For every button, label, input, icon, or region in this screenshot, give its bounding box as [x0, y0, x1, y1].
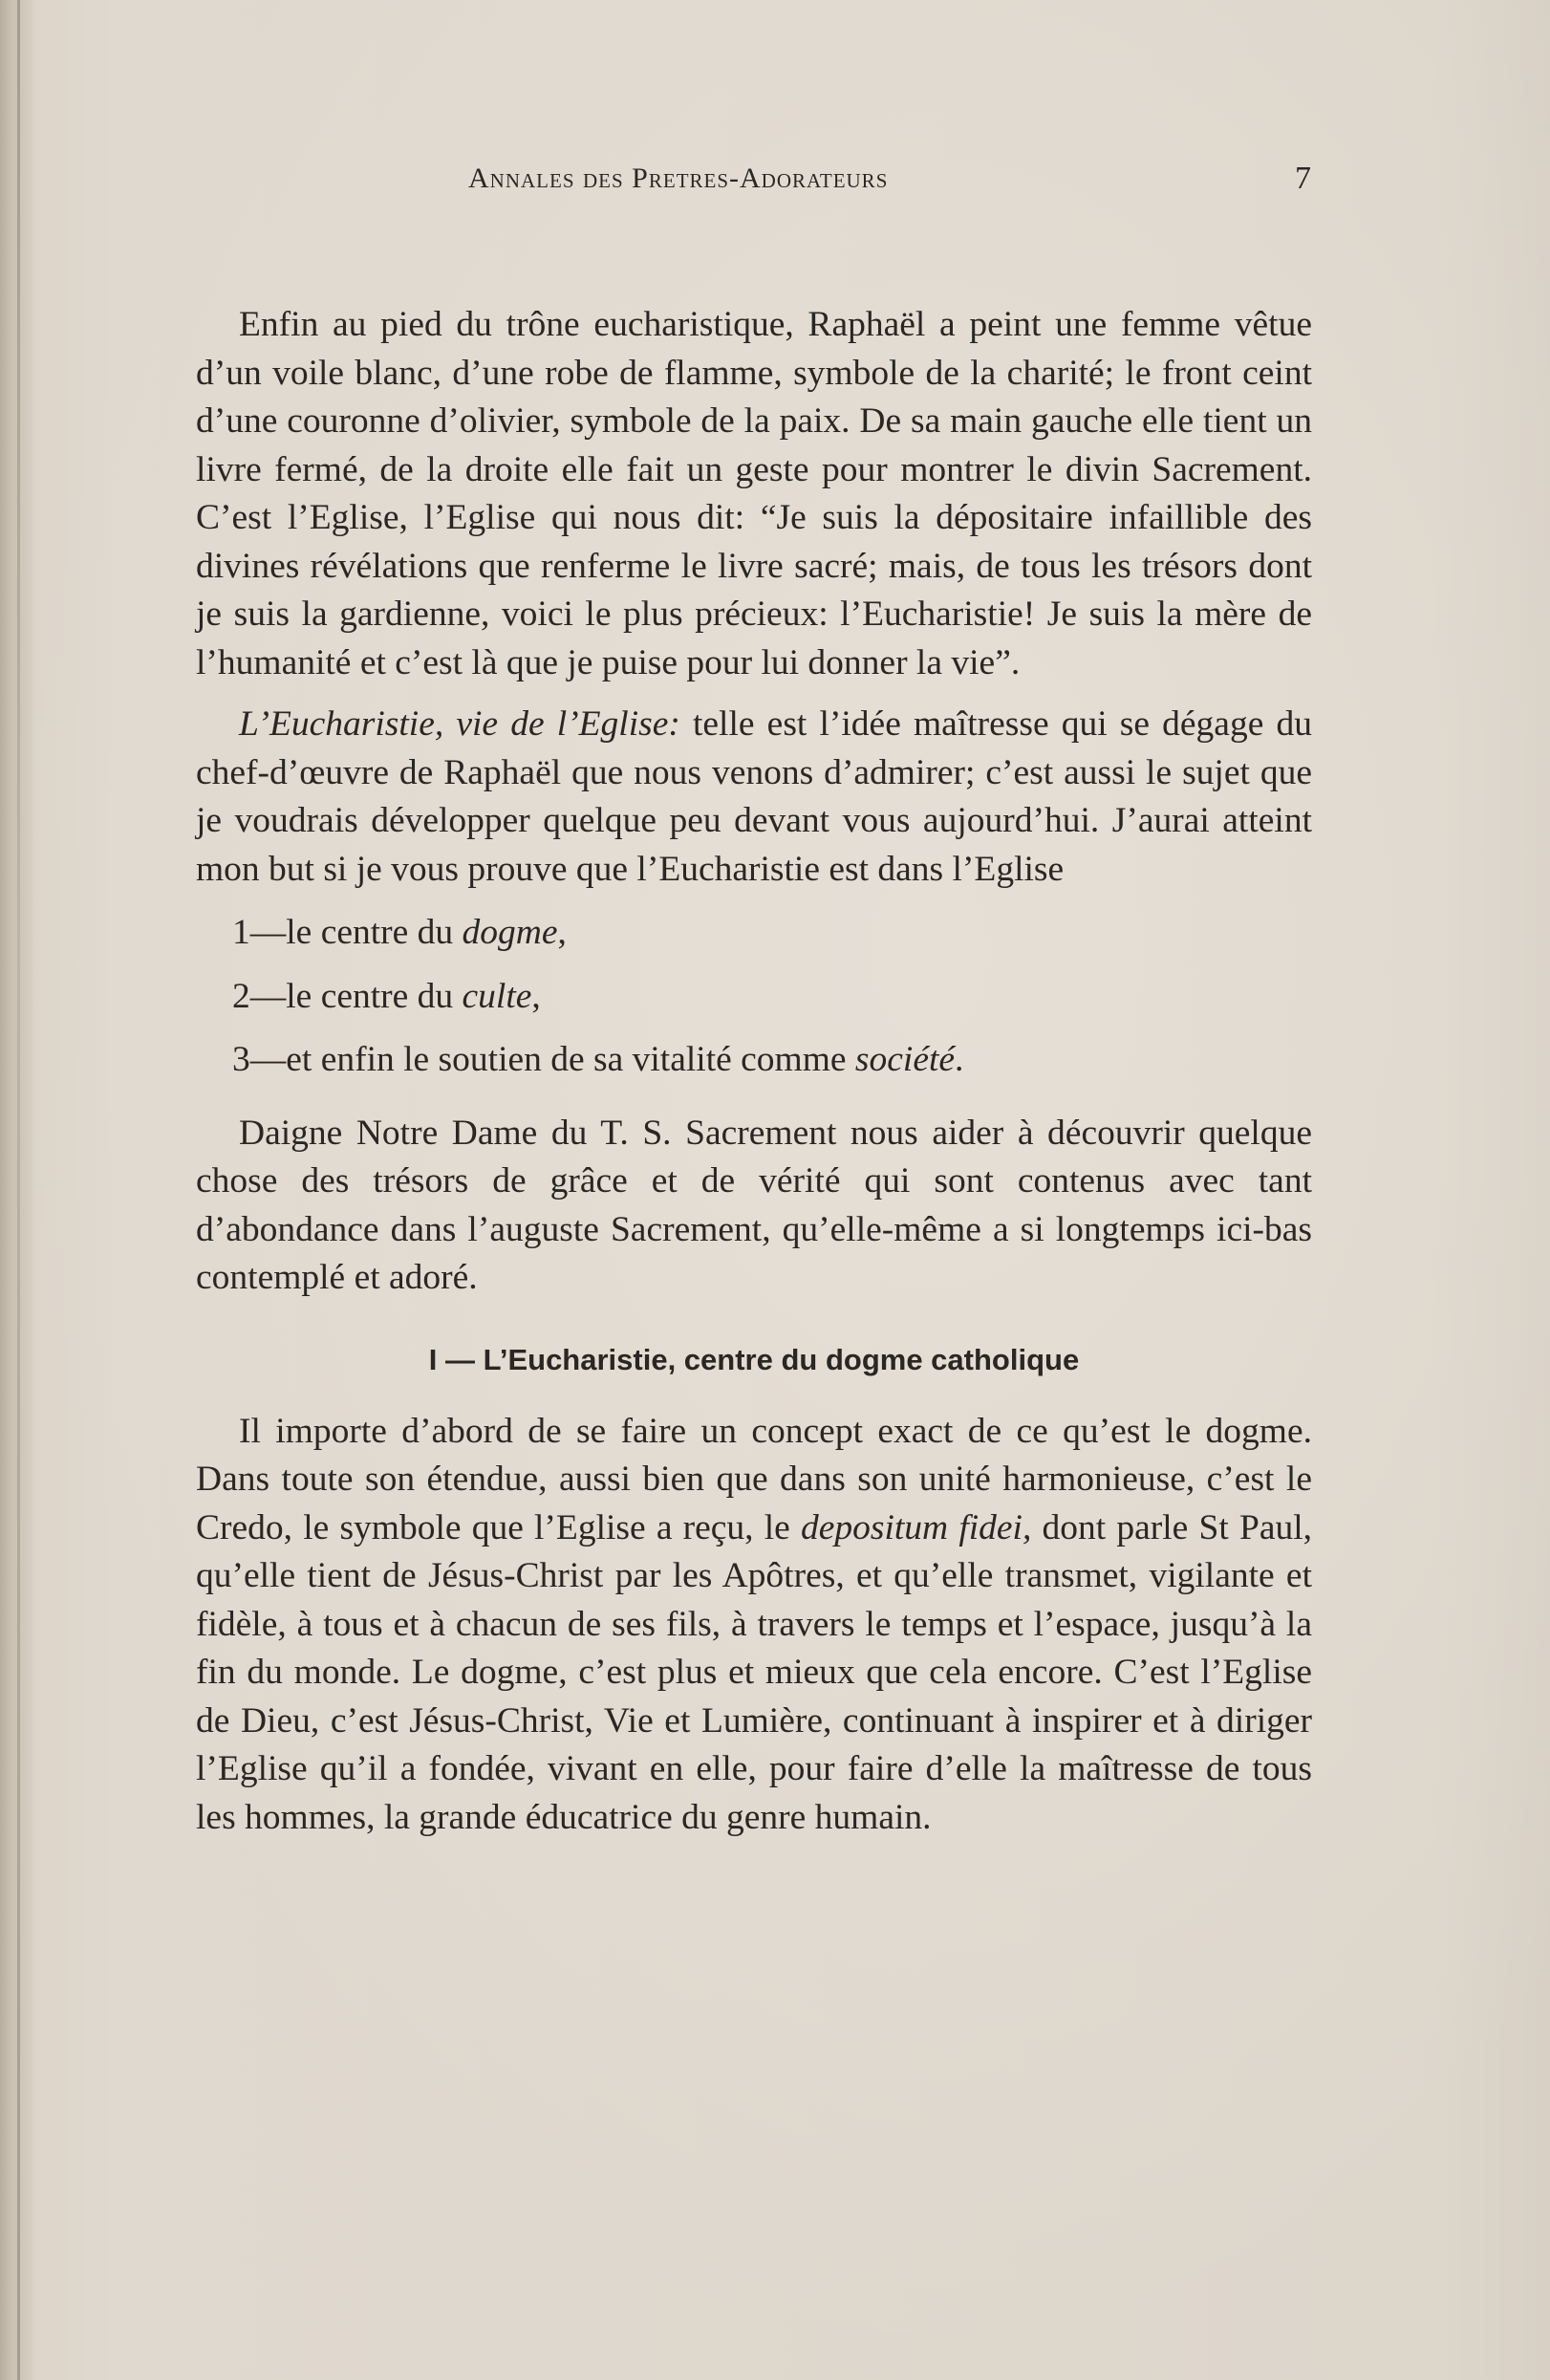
book-spine-shadow — [0, 0, 32, 2380]
list-item-dogme: 1—le centre du dogme, — [232, 913, 567, 952]
depositum-fidei-italic: depositum fidei, — [800, 1507, 1032, 1547]
paragraph-notre-dame: Daigne Notre Dame du T. S. Sacrement nous aider à découvrir quelque chose des trésors de grâce et de vérité qui sont contenus avec tant d’abondance dans l’auguste Sacrement, qu’elle-même a si longtemps ici-bas contemplé et adoré. — [196, 1113, 1312, 1297]
section-heading: I — L’Eucharistie, centre du dogme catholique — [428, 1342, 1080, 1376]
list-item-societe: 3—et enfin le soutien de sa vitalité comme société. — [232, 1040, 964, 1079]
paragraph-dogme: Il importe d’abord de se faire un concept exact de ce qu’est le dogme. Dans toute son étendue, aussi bien que dans son unité harmonieuse, c’est le Credo, le symbole que l’Eglise a reçu, le depositum fidei, dont parle St Paul, qu’elle tient de Jésus-Christ par les Apôtres, et qu’elle transmet, vigilante et fidèle, à tous et à chacun de ses fils, à travers le temps et l’espace, jusqu’à la fin du monde. Le dogme, c’est plus et mieux que cela encore. C’est l’Eglise de Dieu, c’est Jésus-Christ, Vie et Lumière, continuant à inspirer et à diriger l’Eglise qu’il a fondée, vivant en elle, pour faire d’elle la maîtresse de tous les hommes, la grande éducatrice du genre humain. — [196, 1411, 1313, 1837]
running-header: Annales des Pretres-Adorateurs — [468, 162, 889, 194]
paragraph-main-idea — [196, 701, 1312, 894]
main-idea-italic: L’Eucharistie, vie de l’Eglise: — [239, 704, 680, 744]
main-idea-rest: telle est l’idée maîtresse qui se dégage du chef-d’œuvre de Raphaël que nous venons d’admirer; c’est aussi le sujet que je voudrais développer quelque peu devant vous aujourd’hui. J’aurai atteint mon but si je vous prouve que l’Eucharistie est dans l’Eglise — [196, 704, 1312, 889]
page-number: 7 — [1295, 161, 1311, 196]
paragraph-raphael-painting: Enfin au pied du trône eucharistique, Raphaël a peint une femme vêtue d’un voile blanc, d’une robe de flamme, symbole de la charité; le front ceint d’une couronne d’olivier, symbole de la paix. De sa main gauche elle tient un livre fermé, de la droite elle fait un geste pour montrer le divin Sacrement. C’est l’Eglise, l’Eglise qui nous dit: “Je suis la dépositaire infaillible des divines révélations que renferme le livre sacré; mais, de tous les trésors dont je suis la gardienne, voici le plus précieux: l’Eucharistie! Je suis la mère de l’humanité et c’est là que je puise pour lui donner la vie”. — [196, 305, 1312, 682]
body-text — [196, 301, 1312, 1842]
list-item-culte: 2—le centre du culte, — [232, 976, 541, 1016]
binding-edge — [17, 0, 20, 2380]
